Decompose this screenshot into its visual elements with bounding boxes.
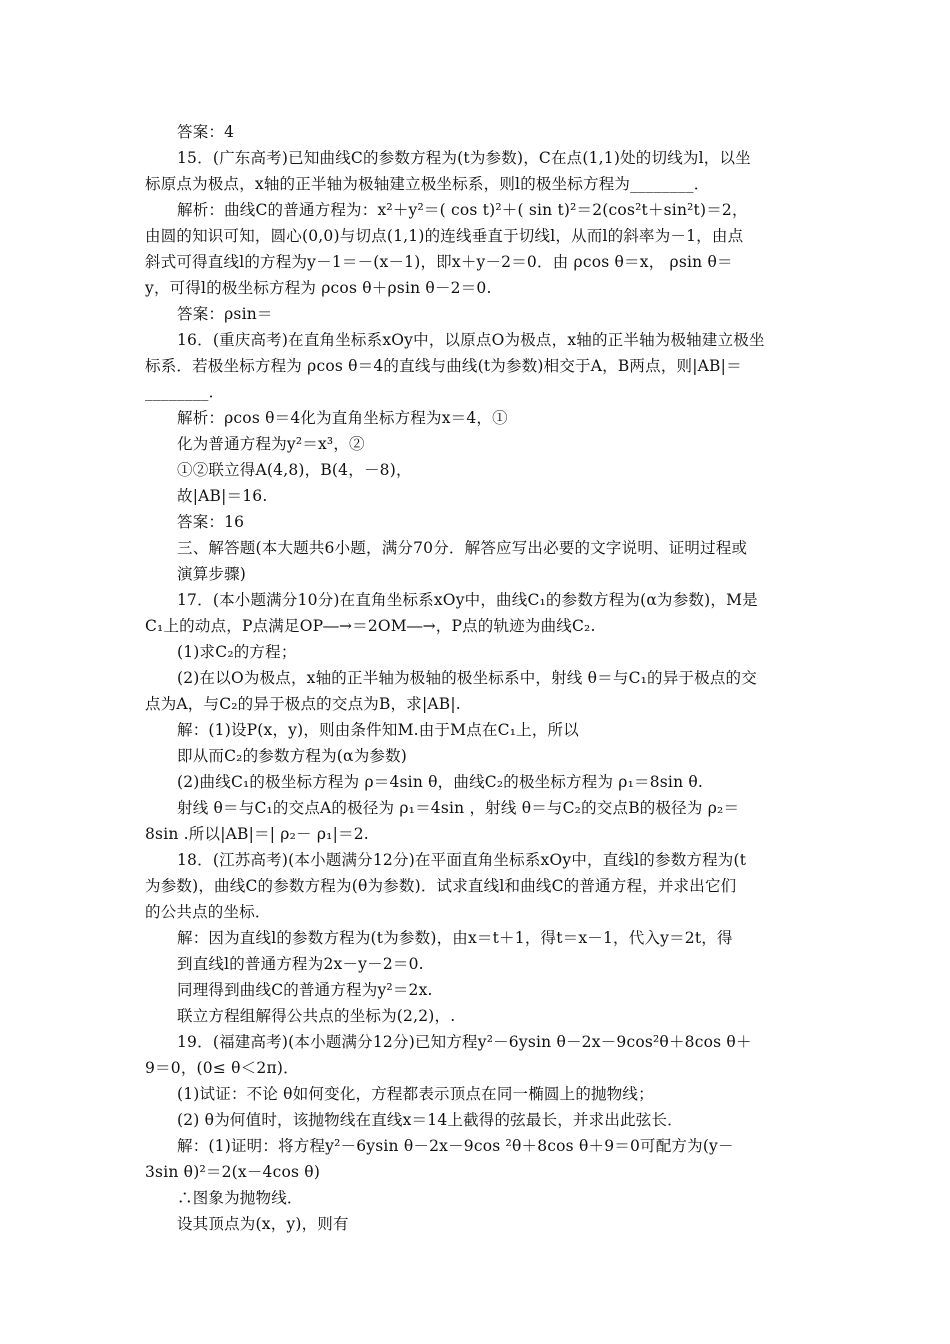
text-line: 答案：16: [177, 513, 245, 531]
text-line: 为参数)，曲线C的参数方程为(θ为参数)．试求直线l和曲线C的普通方程，并求出它们: [145, 877, 737, 895]
text-line: 解：(1)设P(x，y)，则由条件知M.由于M点在C₁上，所以: [177, 721, 579, 739]
text-line: (2)在以O为极点，x轴的正半轴为极轴的极坐标系中，射线 θ＝与C₁的异于极点的交: [177, 669, 757, 687]
text-line: 15．(广东高考)已知曲线C的参数方程为(t为参数)，C在点(1,1)处的切线为l，以坐: [177, 149, 751, 167]
text-line: 联立方程组解得公共点的坐标为(2,2)，.: [177, 1007, 456, 1025]
text-line: 同理得到曲线C的普通方程为y²＝2x.: [177, 981, 433, 999]
text-line: 解：因为直线l的参数方程为(t为参数)，由x＝t＋1，得t＝x－1，代入y＝2t，得: [177, 929, 733, 947]
text-line: 斜式可得直线l的方程为y－1＝－(x－1)，即x＋y－2＝0．由 ρcos θ＝x， ρsin θ＝: [145, 253, 733, 271]
text-line: ________．: [145, 383, 225, 401]
text-line: 标系．若极坐标方程为 ρcos θ＝4的直线与曲线(t为参数)相交于A，B两点，则|AB|＝: [145, 357, 742, 375]
text-line: 射线 θ＝与C₁的交点A的极径为 ρ₁＝4sin ，射线 θ＝与C₂的交点B的极径为 ρ₂＝: [177, 799, 740, 817]
text-line: 到直线l的普通方程为2x－y－2＝0.: [177, 955, 424, 973]
text-line: 9＝0，(0≤ θ＜2π)．: [145, 1059, 299, 1077]
text-line: 化为普通方程为y²＝x³，②: [177, 435, 365, 453]
text-line: (2) θ为何值时，该抛物线在直线x＝14上截得的弦最长，并求出此弦长．: [177, 1111, 683, 1129]
text-line: 16．(重庆高考)在直角坐标系xOy中，以原点O为极点，x轴的正半轴为极轴建立极坐: [177, 331, 765, 349]
text-line: 即从而C₂的参数方程为(α为参数): [177, 747, 408, 765]
text-line: 解析：ρcos θ＝4化为直角坐标方程为x＝4，①: [177, 409, 508, 427]
text-line: 18．(江苏高考)(本小题满分12分)在平面直角坐标系xOy中，直线l的参数方程为(t: [177, 851, 747, 869]
text-line: 的公共点的坐标．: [145, 903, 271, 921]
text-line: 3sin θ)²＝2(x－4cos θ): [145, 1163, 321, 1181]
text-line: (2)曲线C₁的极坐标方程为 ρ＝4sin θ，曲线C₂的极坐标方程为 ρ₁＝8sin θ.: [177, 773, 704, 791]
text-line: 点为A，与C₂的异于极点的交点为B，求|AB|.: [145, 695, 461, 713]
text-line: 答案：4: [177, 123, 235, 141]
text-line: ①②联立得A(4,8)，B(4，－8)，: [177, 461, 412, 479]
text-line: (1)试证：不论 θ如何变化，方程都表示顶点在同一椭圆上的抛物线；: [177, 1085, 654, 1103]
text-line: C₁上的动点，P点满足OP―→＝2OM―→，P点的轨迹为曲线C₂.: [145, 617, 596, 635]
text-line: ∴图象为抛物线．: [177, 1189, 303, 1207]
text-line: 8sin .所以|AB|＝| ρ₂－ ρ₁|＝2.: [145, 825, 369, 843]
text-line: 答案：ρsin＝: [177, 305, 273, 323]
section-heading: 演算步骤): [177, 565, 247, 583]
text-line: (1)求C₂的方程；: [177, 643, 297, 661]
text-line: 故|AB|＝16.: [177, 487, 268, 505]
text-line: 标原点为极点，x轴的正半轴为极轴建立极坐标系，则l的极坐标方程为________．: [145, 175, 710, 193]
text-line: 解析：曲线C的普通方程为：x²＋y²＝( cos t)²＋( sin t)²＝2(cos²t＋sin²t)＝2，: [177, 201, 748, 219]
text-line: 设其顶点为(x，y)，则有: [177, 1215, 349, 1233]
text-line: 19．(福建高考)(本小题满分12分)已知方程y²－6ysin θ－2x－9cos²θ＋8cos θ＋: [177, 1033, 752, 1051]
section-heading: 三、解答题(本大题共6小题，满分70分．解答应写出必要的文字说明、证明过程或: [177, 539, 748, 557]
text-line: 由圆的知识可知，圆心(0,0)与切点(1,1)的连线垂直于切线l，从而l的斜率为－1，由点: [145, 227, 744, 245]
text-line: 解：(1)证明：将方程y²－6ysin θ－2x－9cos ²θ＋8cos θ＋9＝0可配方为(y－: [177, 1137, 734, 1155]
text-line: y，可得l的极坐标方程为 ρcos θ＋ρsin θ－2＝0.: [145, 279, 492, 297]
text-line: 17．(本小题满分10分)在直角坐标系xOy中，曲线C₁的参数方程为(α为参数)，M是: [177, 591, 758, 609]
